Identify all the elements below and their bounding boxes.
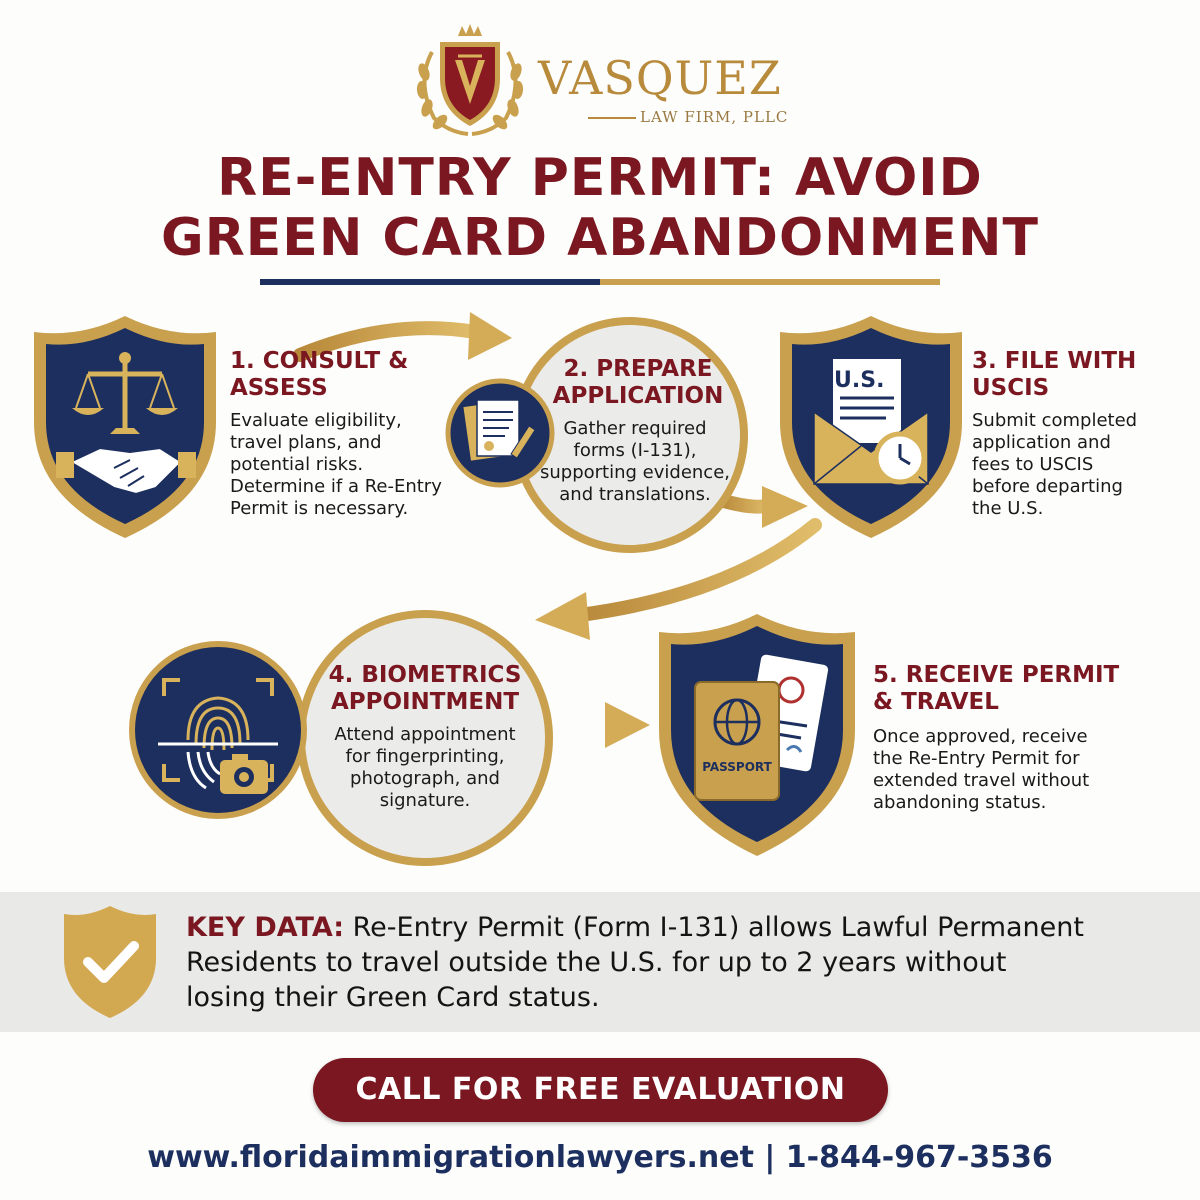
step-1-badge xyxy=(30,312,220,542)
brand-subtitle: LAW FIRM, PLLC xyxy=(640,108,789,126)
title-line-1: RE-ENTRY PERMIT: AVOID xyxy=(217,148,983,208)
step-3-title: 3. FILE WITH USCIS xyxy=(972,348,1137,401)
step-4-title: 4. BIOMETRICS APPOINTMENT xyxy=(328,662,522,715)
step-5-badge xyxy=(655,610,860,860)
phone-link[interactable]: 1-844-967-3536 xyxy=(785,1140,1053,1175)
website-link[interactable]: www.floridaimmigrationlawyers.net xyxy=(147,1140,754,1175)
step-5-title: 5. RECEIVE PERMIT & TRAVEL xyxy=(873,662,1120,715)
step-1-desc: Evaluate eligibility, travel plans, and potential risks. Determine if a Re-Entry Permit is necessary. xyxy=(230,410,442,519)
step-5-desc: Once approved, receive the Re-Entry Permit for extended travel without abandoning status. xyxy=(873,726,1090,813)
step-2-title: 2. PREPARE APPLICATION xyxy=(552,356,724,409)
arrow-4-to-5 xyxy=(560,702,650,748)
envelope-label: U.S. xyxy=(834,368,885,393)
key-data-text: KEY DATA: Re-Entry Permit (Form I-131) allows Lawful Permanent Residents to travel outside the U.S. for up to 2 years without losing their Green Card status. xyxy=(186,912,1084,1013)
step-4-desc: Attend appointment for fingerprinting, photograph, and signature. xyxy=(334,724,516,811)
step-3-desc: Submit completed application and fees to USCIS before departing the U.S. xyxy=(972,410,1138,519)
contact-footer xyxy=(60,1138,1140,1178)
title-line-2: GREEN CARD ABANDONMENT xyxy=(161,208,1039,268)
passport-label: PASSPORT xyxy=(702,760,772,774)
step-3-badge xyxy=(776,312,966,542)
footer-separator: | xyxy=(753,1140,786,1175)
brand-name: VASQUEZ xyxy=(538,51,782,105)
shield-check-icon xyxy=(60,902,160,1022)
step-1-title: 1. CONSULT & ASSESS xyxy=(230,348,409,401)
step-4-icon-badge xyxy=(128,640,308,820)
key-data-label: KEY DATA: xyxy=(186,912,345,943)
call-evaluation-button[interactable]: CALL FOR FREE EVALUATION xyxy=(313,1058,888,1122)
step-2-desc: Gather required forms (I-131), supporting evidence, and translations. xyxy=(540,418,730,505)
